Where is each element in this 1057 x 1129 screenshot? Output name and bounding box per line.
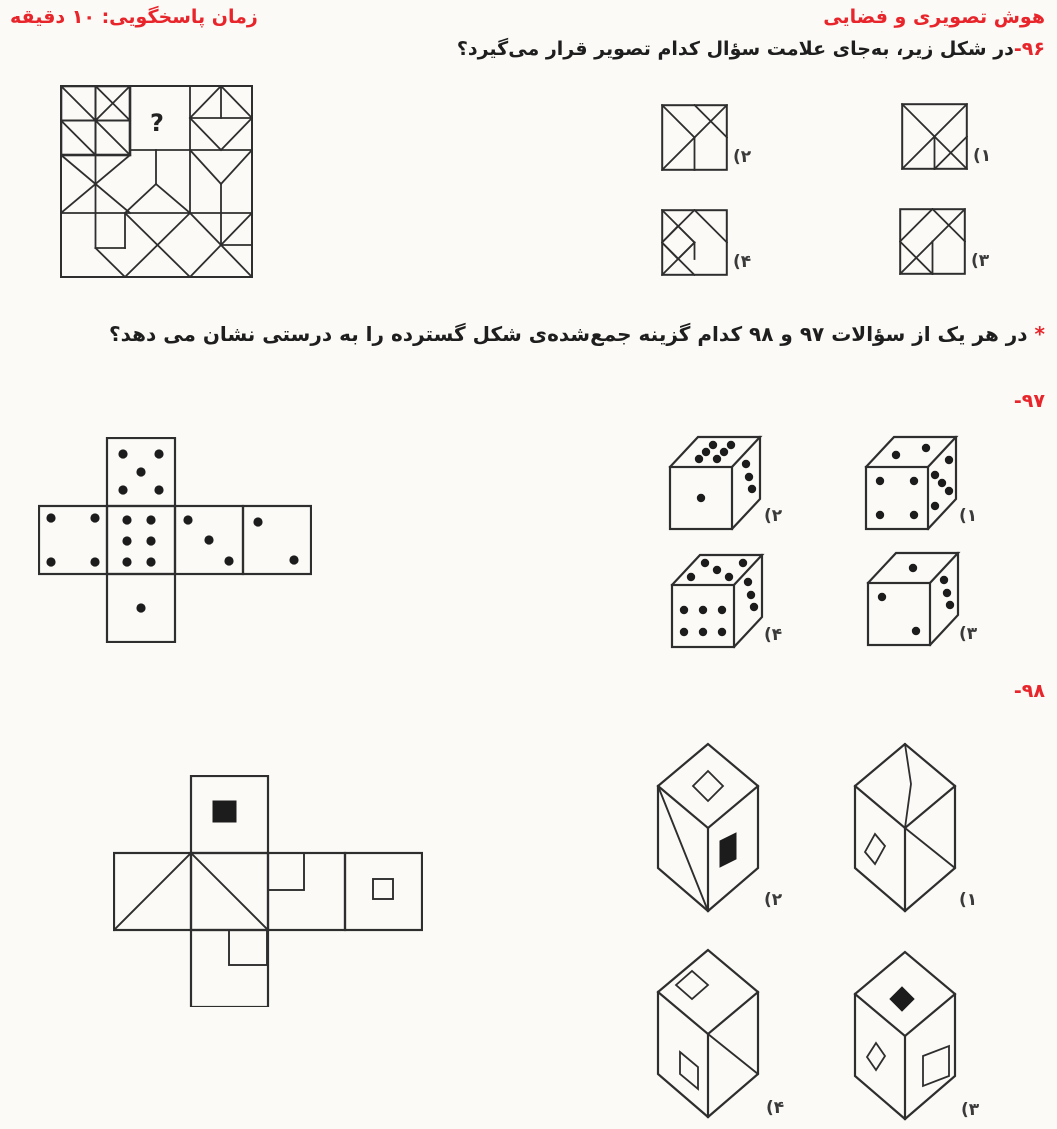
q97-number: -۹۷ <box>1013 390 1045 412</box>
net-face-right-3 <box>183 515 233 565</box>
black-square-mark <box>720 833 736 867</box>
q96-option-3-label: (۳ <box>971 251 990 271</box>
net-face-bottom-1 <box>136 603 145 612</box>
net-black-square <box>213 801 236 822</box>
q97-option-3-die <box>866 551 966 651</box>
time-limit-label: زمان پاسخگویی: ۱۰ دقیقه <box>10 6 258 28</box>
q98-number: -۹۸ <box>1013 680 1045 702</box>
net-notch-bottom-face <box>229 930 267 965</box>
q98-option-4-label: (۴ <box>766 1098 785 1118</box>
net-face-center-6 <box>122 515 155 566</box>
q97-98-instruction <box>109 322 1045 346</box>
q96-option-1-figure <box>901 103 968 170</box>
q97-option-4-die <box>670 553 770 653</box>
q96-puzzle-grid <box>60 85 253 278</box>
q98-option-4-box <box>656 948 760 1120</box>
q98-option-2-box <box>656 742 760 914</box>
q96-option-4-figure <box>661 209 728 276</box>
q98-option-3-label: (۳ <box>961 1100 980 1120</box>
net-notch-right-face <box>268 853 304 890</box>
net-face-top-5 <box>118 449 163 494</box>
q96-option-1-label: (۱ <box>973 146 992 166</box>
black-square-mark <box>890 987 914 1011</box>
q98-option-2-label: (۲ <box>764 890 783 910</box>
section-title: هوش تصویری و فضایی <box>823 6 1045 28</box>
q98-option-3-box <box>853 950 957 1122</box>
net-face-far-right-2 <box>253 517 298 564</box>
instruction-star: * <box>1034 322 1045 346</box>
net-small-square <box>373 879 393 899</box>
q97-option-2-label: (۲ <box>764 506 783 526</box>
puzzle-question-mark: ? <box>150 109 164 137</box>
q98-option-1-box <box>853 742 957 914</box>
q97-option-2-die <box>668 435 768 535</box>
q96-option-4-label: (۴ <box>733 252 752 272</box>
q97-option-1-label: (۱ <box>959 506 978 526</box>
net-face-left-4 <box>46 513 99 566</box>
q98-box-net <box>113 775 423 1007</box>
q97-option-4-label: (۴ <box>764 625 783 645</box>
instruction-text: در هر یک از سؤالات ۹۷ و ۹۸ کدام گزینه جمع‌شده‌ی شکل گسترده را به درستی نشان می دهد؟ <box>109 322 1028 346</box>
q96-number: ۹۶- <box>1013 38 1045 60</box>
q96-option-3-figure <box>899 208 966 275</box>
q97-dice-net <box>38 437 312 643</box>
q96-option-2-label: (۲ <box>733 147 752 167</box>
q96-text: در شکل زیر، به‌جای علامت سؤال کدام تصویر قرار می‌گیرد؟ <box>456 38 1014 60</box>
q97-option-1-die <box>864 435 964 535</box>
q98-option-1-label: (۱ <box>959 890 978 910</box>
q97-option-3-label: (۳ <box>959 624 978 644</box>
q96-question-line <box>457 38 1045 60</box>
q96-option-2-figure <box>661 104 728 171</box>
